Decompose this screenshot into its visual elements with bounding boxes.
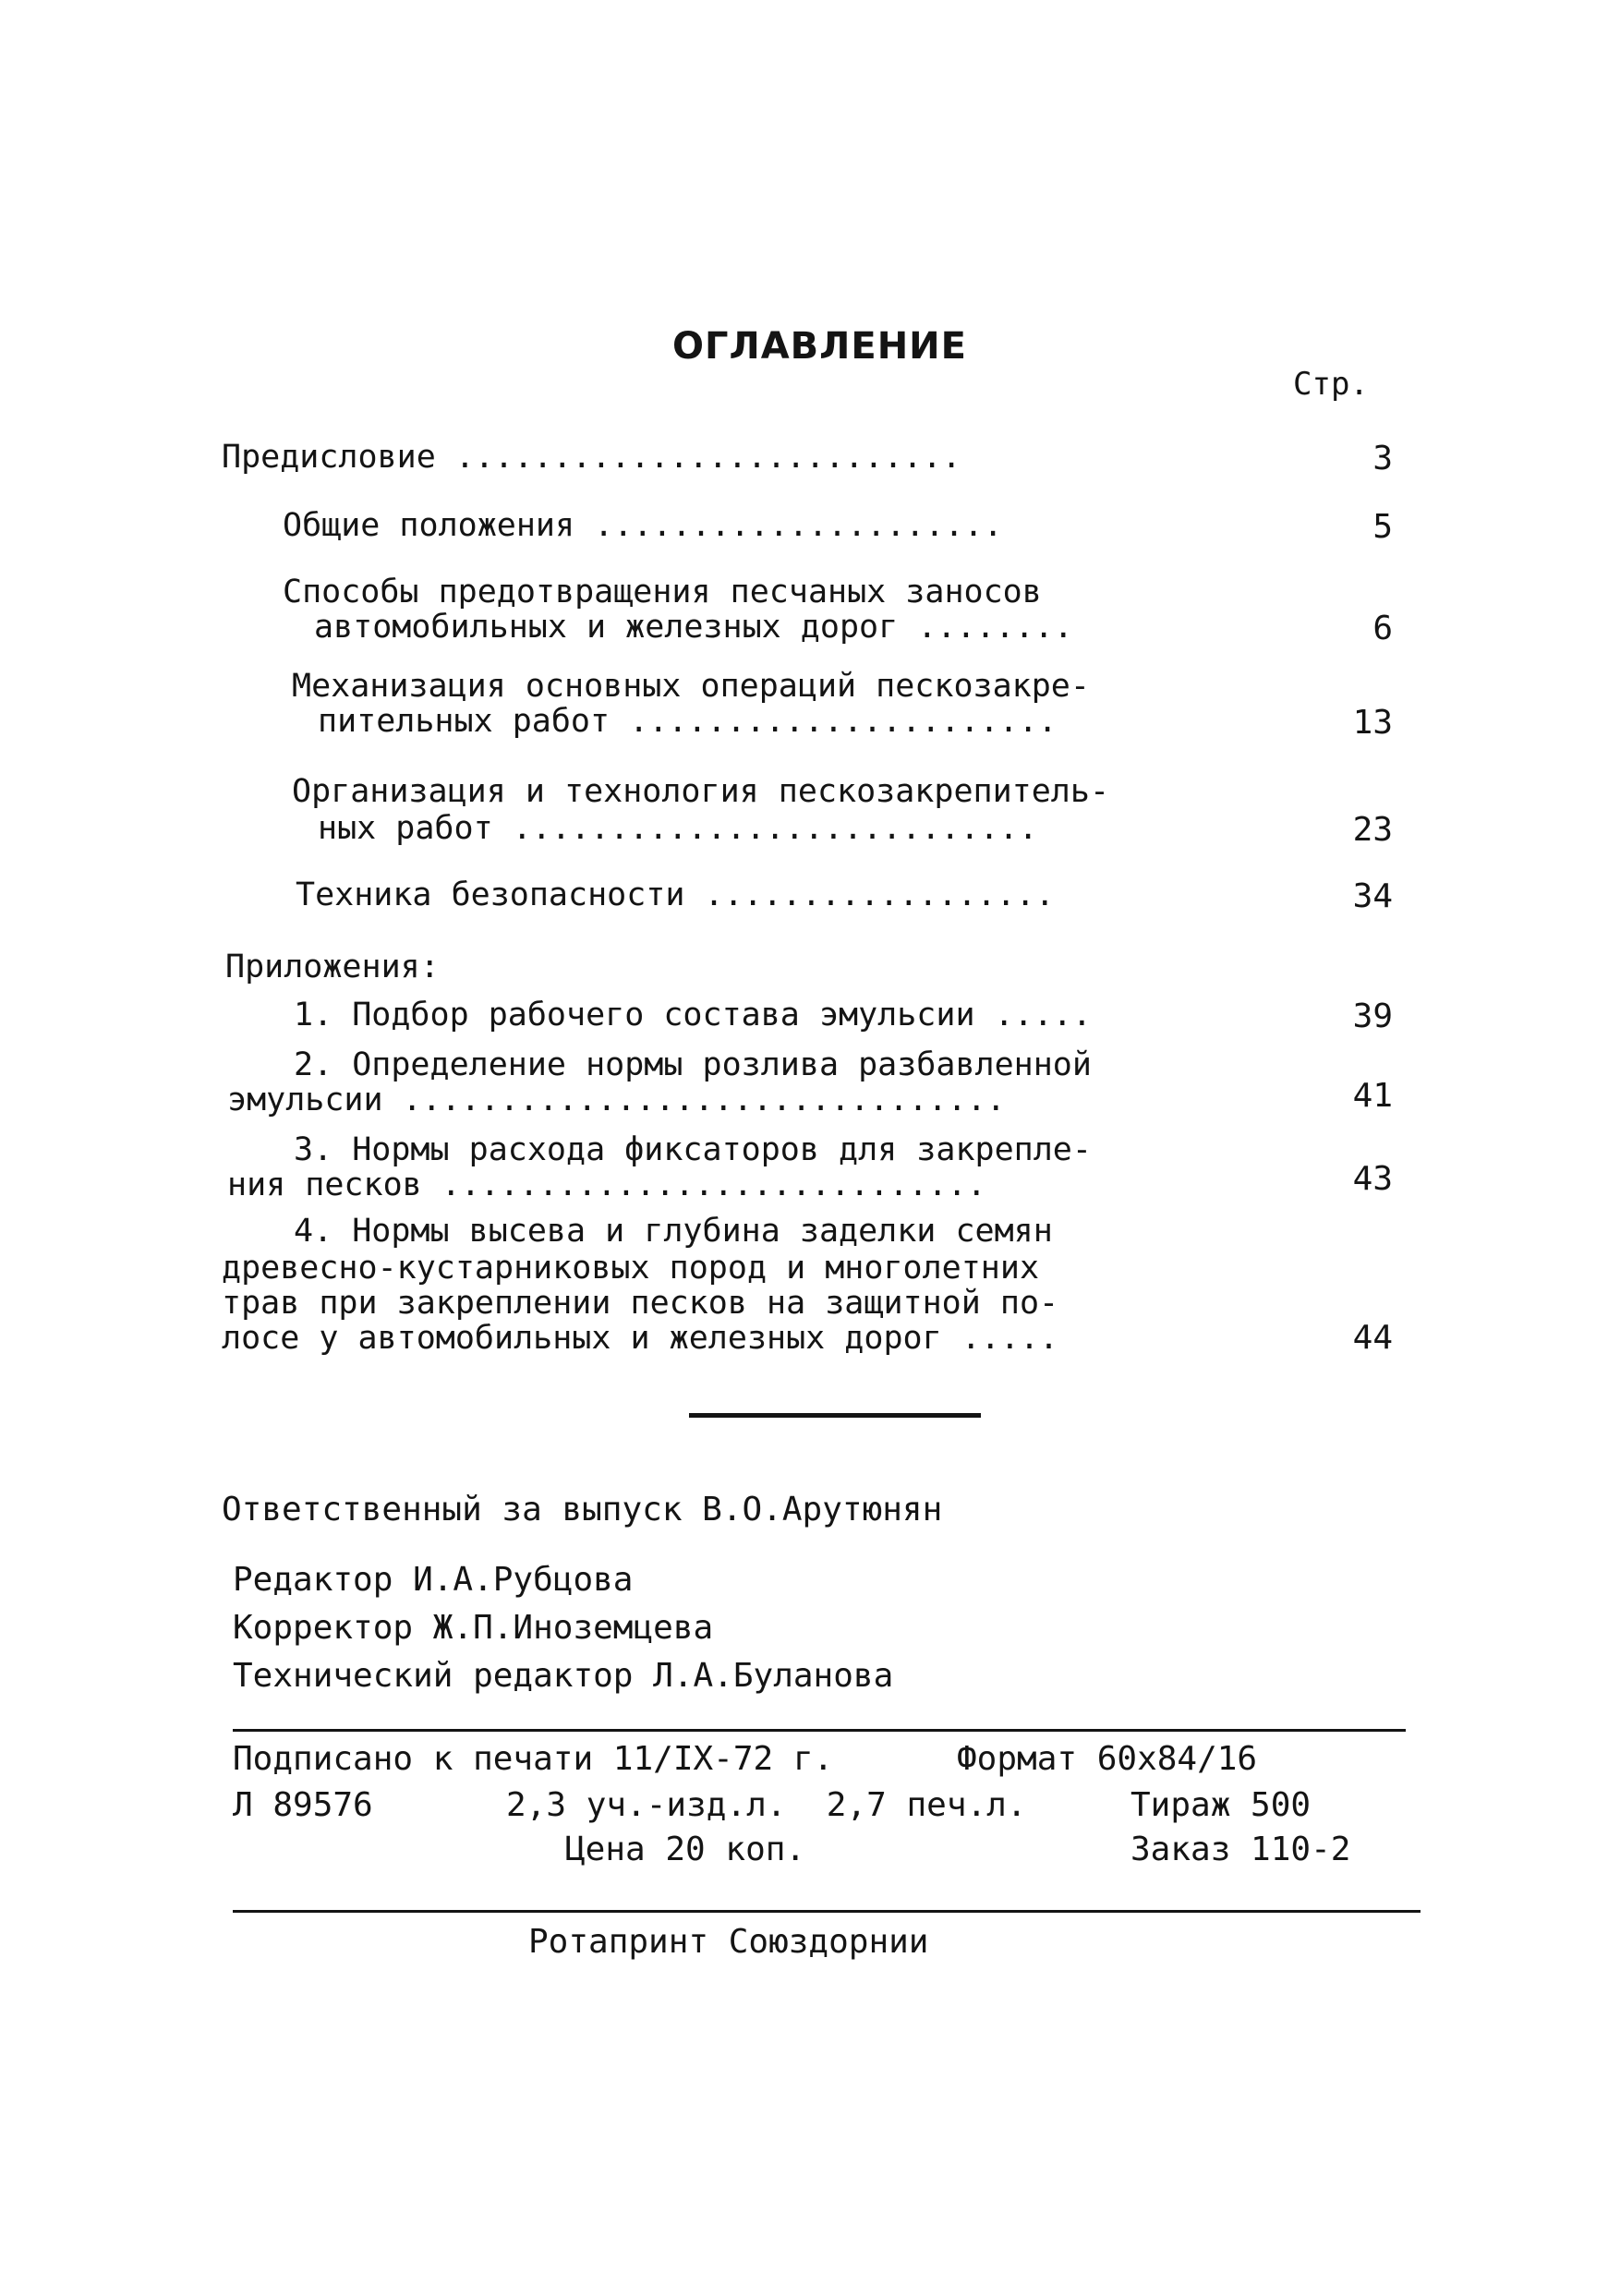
credit-editor: Редактор И.А.Рубцова	[233, 1561, 634, 1599]
appendix-4-line3: трав при закреплении песков на защитной по-	[222, 1285, 1059, 1322]
appendix-3-line2: ния песков ............................	[227, 1166, 986, 1203]
toc-page-number: 3	[1372, 440, 1393, 477]
appendix-2-line2: эмульсии ...............................	[227, 1082, 1006, 1118]
toc-page-number: 5	[1372, 508, 1393, 546]
imprint-sheets: 2,3 уч.-изд.л. 2,7 печ.л.	[506, 1786, 1027, 1824]
appendix-2-line1: 2. Определение нормы розлива разбавленной	[294, 1046, 1092, 1083]
imprint-run: Тираж 500	[1130, 1786, 1312, 1824]
toc-entry-mechanization-line1: Механизация основных операций пескозакре-	[292, 668, 1090, 705]
imprint-order: Заказ 110-2	[1130, 1831, 1351, 1868]
toc-page-number: 44	[1352, 1319, 1393, 1357]
appendix-1: 1. Подбор рабочего состава эмульсии .....	[294, 997, 1092, 1033]
imprint-printer: Ротапринт Союздорнии	[528, 1923, 929, 1961]
toc-entry-mechanization-line2: пительных работ ......................	[318, 703, 1058, 740]
imprint-format: Формат 60x84/16	[957, 1740, 1258, 1778]
page-column-header: Стр.	[1293, 366, 1369, 403]
appendix-4-line1: 4. Нормы высева и глубина заделки семян	[294, 1213, 1053, 1250]
toc-page-number: 43	[1352, 1160, 1393, 1198]
toc-page-number: 13	[1352, 704, 1393, 742]
toc-entry-organization-line1: Организация и технология пескозакрепитель-	[292, 773, 1110, 810]
appendix-4-line2: древесно-кустарниковых пород и многолетних	[222, 1250, 1040, 1287]
credit-tech-editor: Технический редактор Л.А.Буланова	[233, 1657, 894, 1695]
imprint-signed: Подписано к печати 11/IX-72 г.	[233, 1740, 834, 1778]
toc-entry-methods-line2: автомобильных и железных дорог ........	[314, 609, 1073, 646]
toc-entry-organization-line2: ных работ ...........................	[318, 810, 1038, 847]
toc-entry-safety: Техника безопасности ..................	[296, 876, 1055, 913]
toc-entry-methods-line1: Способы предотвращения песчаных заносов	[283, 574, 1042, 610]
appendix-heading: Приложения:	[225, 949, 440, 985]
toc-page-number: 39	[1352, 997, 1393, 1035]
toc-page-number: 6	[1372, 610, 1393, 647]
toc-entry-general: Общие положения .....................	[283, 507, 1003, 544]
toc-page-number: 23	[1352, 811, 1393, 849]
imprint-bottom-rule	[233, 1910, 1421, 1913]
credit-responsible: Ответственный за выпуск В.О.Арутюнян	[222, 1491, 943, 1529]
appendix-3-line1: 3. Нормы расхода фиксаторов для закрепле-	[294, 1131, 1092, 1168]
imprint-top-rule	[233, 1729, 1406, 1732]
toc-entry-preface: Предисловие ..........................	[222, 439, 961, 476]
imprint-code: Л 89576	[233, 1786, 373, 1824]
imprint-price: Цена 20 коп.	[565, 1831, 806, 1868]
credit-proofreader: Корректор Ж.П.Иноземцева	[233, 1609, 714, 1647]
appendix-4-line4: лосе у автомобильных и железных дорог .....	[222, 1320, 1059, 1357]
toc-page-number: 34	[1352, 877, 1393, 915]
separator-rule	[689, 1413, 981, 1418]
toc-page-number: 41	[1352, 1077, 1393, 1115]
toc-title: ОГЛАВЛЕНИЕ	[672, 325, 967, 368]
